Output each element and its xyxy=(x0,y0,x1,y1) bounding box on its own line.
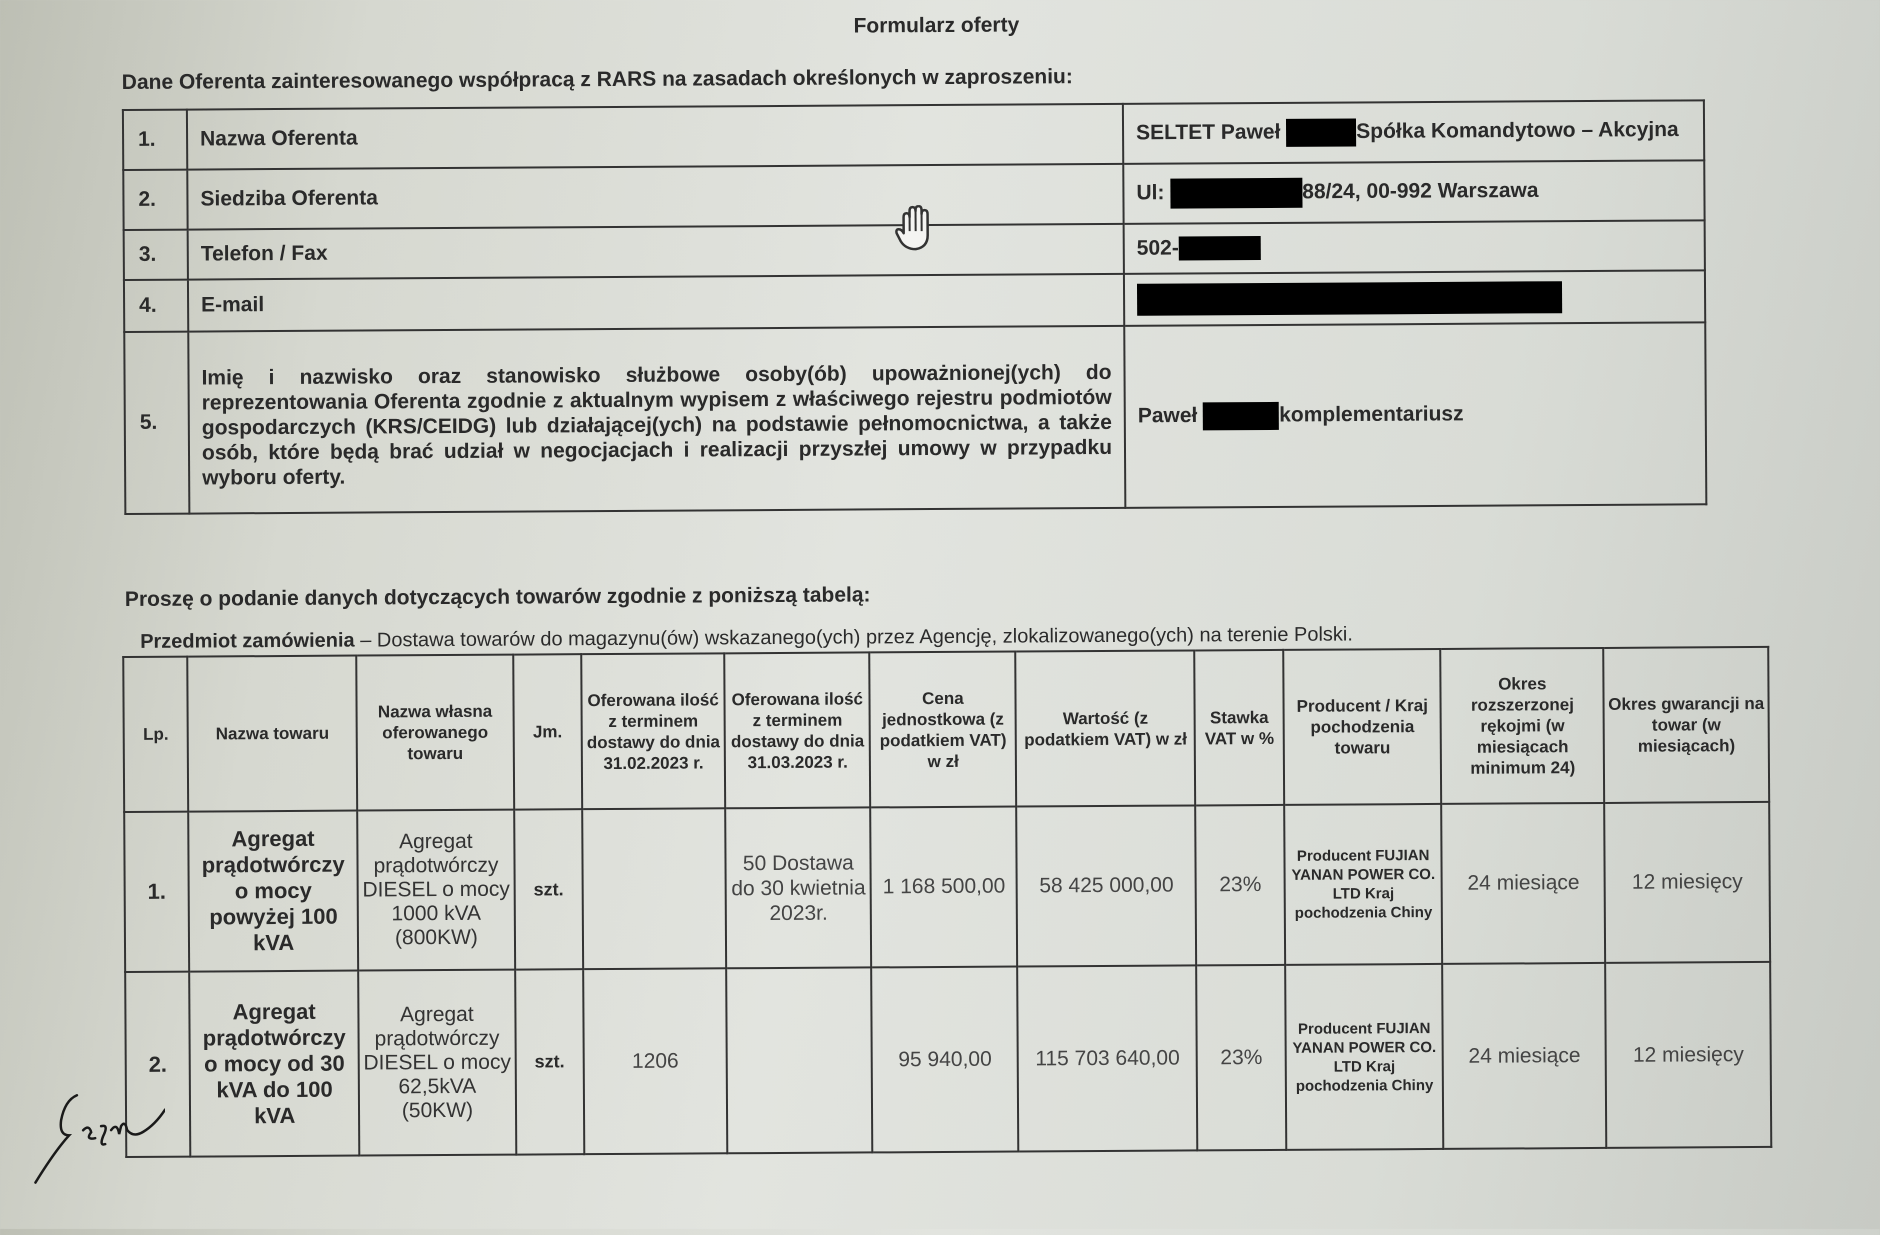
header-lp: Lp. xyxy=(123,657,188,812)
cell-own-name: Agregat prądotwórczy DIESEL o mocy 1000 kVA (800KW) xyxy=(357,810,515,971)
row-number: 5. xyxy=(124,332,189,514)
cell-unit: szt. xyxy=(515,969,584,1154)
row-number: 4. xyxy=(124,280,188,332)
cell-producer: Producent FUJIAN YANAN POWER CO. LTD Kraj pochodzenia Chiny xyxy=(1285,964,1443,1150)
header-own-name: Nazwa własna oferowanego towaru xyxy=(356,655,514,811)
cell-guarantee: 12 miesięcy xyxy=(1605,962,1771,1148)
row-label: Imię i nazwisko oraz stanowisko służbowe osoby(ób) upoważnionej(ych) do reprezentowania Oferenta zgodnie z aktualnym wypisem z właściwego rejestru podmiotów gospodarczych (KRS/CEIDG) lub działającej(ych) na podstawie pełnomocnictwa, a także osób, które będą brać udział w negocjacjach i realizacji przyszłej umowy w przypadku wyboru oferty. xyxy=(188,326,1125,514)
order-subject-label: Przedmiot zamówienia xyxy=(140,630,355,653)
offerer-row xyxy=(123,100,1704,170)
goods-table xyxy=(122,646,1772,1158)
header-product-name: Nazwa towaru xyxy=(187,656,357,812)
row-label: Siedziba Oferenta xyxy=(187,164,1123,230)
handwritten-signature xyxy=(25,1090,166,1191)
header-vat: Stawka VAT w % xyxy=(1195,650,1285,806)
offerer-intro: Dane Oferenta zainteresowanego współpracą z RARS na zasadach określonych w zaproszeniu: xyxy=(122,65,1073,95)
offerer-address-value xyxy=(1123,160,1704,224)
cell-vat: 23% xyxy=(1195,805,1285,966)
header-guarantee: Okres gwarancji na towar (w miesiącach) xyxy=(1604,647,1770,803)
offerer-email-value xyxy=(1124,270,1705,326)
offerer-row xyxy=(124,322,1706,514)
row-number: 1. xyxy=(123,110,187,170)
offerer-name-value xyxy=(1123,100,1704,164)
cell-qty-mar: 50 Dostawa do 30 kwietnia 2023r. xyxy=(725,807,871,968)
offerer-phone-value xyxy=(1124,220,1705,274)
value-prefix: 502- xyxy=(1137,236,1179,259)
cell-qty-feb: 1206 xyxy=(583,968,727,1154)
cell-product-name: Agregat prądotwórczy o mocy powyżej 100 kVA xyxy=(188,811,358,972)
goods-header-row xyxy=(123,647,1769,812)
cell-product-name: Agregat prądotwórczy o mocy od 30 kVA do 100 kVA xyxy=(189,971,359,1157)
header-qty-feb: Oferowana ilość z terminem dostawy do dnia 31.02.2023 r. xyxy=(581,653,725,809)
header-producer: Producent / Kraj pochodzenia towaru xyxy=(1283,649,1441,805)
redacted-block xyxy=(1203,402,1279,430)
cell-total: 58 425 000,00 xyxy=(1016,805,1196,966)
cell-vat: 23% xyxy=(1196,965,1286,1151)
header-total: Wartość (z podatkiem VAT) w zł xyxy=(1016,650,1196,806)
redacted-block xyxy=(1137,281,1562,316)
offerer-row xyxy=(124,270,1705,332)
cell-warranty-ext: 24 miesiące xyxy=(1443,963,1607,1149)
cell-unit-price: 1 168 500,00 xyxy=(871,807,1018,968)
cell-warranty-ext: 24 miesiące xyxy=(1442,803,1606,964)
document-title: Formularz oferty xyxy=(0,8,1876,43)
cell-producer: Producent FUJIAN YANAN POWER CO. LTD Kraj pochodzenia Chiny xyxy=(1284,804,1442,965)
goods-request-text: Proszę o podanie danych dotyczących towarów zgodnie z poniższą tabelą: xyxy=(125,583,871,612)
redacted-block xyxy=(1170,178,1302,209)
goods-row xyxy=(124,802,1770,972)
cell-lp: 1. xyxy=(124,812,189,972)
value-prefix: SELTET Paweł xyxy=(1136,120,1280,144)
cell-unit-price: 95 940,00 xyxy=(872,967,1019,1153)
redacted-block xyxy=(1286,118,1356,146)
cell-guarantee: 12 miesięcy xyxy=(1604,802,1770,963)
value-suffix: komplementariusz xyxy=(1279,402,1464,426)
cell-qty-mar xyxy=(726,967,872,1153)
value-prefix: Ul: xyxy=(1136,181,1164,204)
hand-cursor-icon xyxy=(893,205,937,253)
row-label: Telefon / Fax xyxy=(188,224,1124,280)
offerer-representative-value xyxy=(1124,322,1706,508)
goods-row xyxy=(125,962,1771,1157)
header-warranty-ext: Okres rozszerzonej rękojmi (w miesiącach minimum 24) xyxy=(1441,648,1605,804)
row-label: Nazwa Oferenta xyxy=(187,104,1123,170)
cell-own-name: Agregat prądotwórczy DIESEL o mocy 62,5kVA (50KW) xyxy=(358,970,516,1156)
row-number: 2. xyxy=(123,170,187,230)
cell-total: 115 703 640,00 xyxy=(1017,965,1197,1151)
value-suffix: 88/24, 00-992 Warszawa xyxy=(1302,179,1538,203)
order-subject-text: – Dostawa towarów do magazynu(ów) wskazanego(ych) przez Agencję, zlokalizowanego(ych) na terenie Polski. xyxy=(355,623,1353,651)
cell-qty-feb xyxy=(582,808,726,969)
redacted-block xyxy=(1179,236,1261,261)
row-label: E-mail xyxy=(188,274,1124,332)
value-prefix: Paweł xyxy=(1138,404,1198,427)
cell-lp: 2. xyxy=(125,972,190,1157)
offerer-table xyxy=(122,99,1707,515)
header-qty-mar: Oferowana ilość z terminem dostawy do dnia 31.03.2023 r. xyxy=(724,652,870,808)
header-unit-price: Cena jednostkowa (z podatkiem VAT) w zł xyxy=(870,652,1017,808)
row-number: 3. xyxy=(124,230,188,280)
cell-unit: szt. xyxy=(514,809,583,969)
header-unit: Jm. xyxy=(513,654,582,809)
value-suffix: Spółka Komandytowo – Akcyjna xyxy=(1356,118,1679,143)
